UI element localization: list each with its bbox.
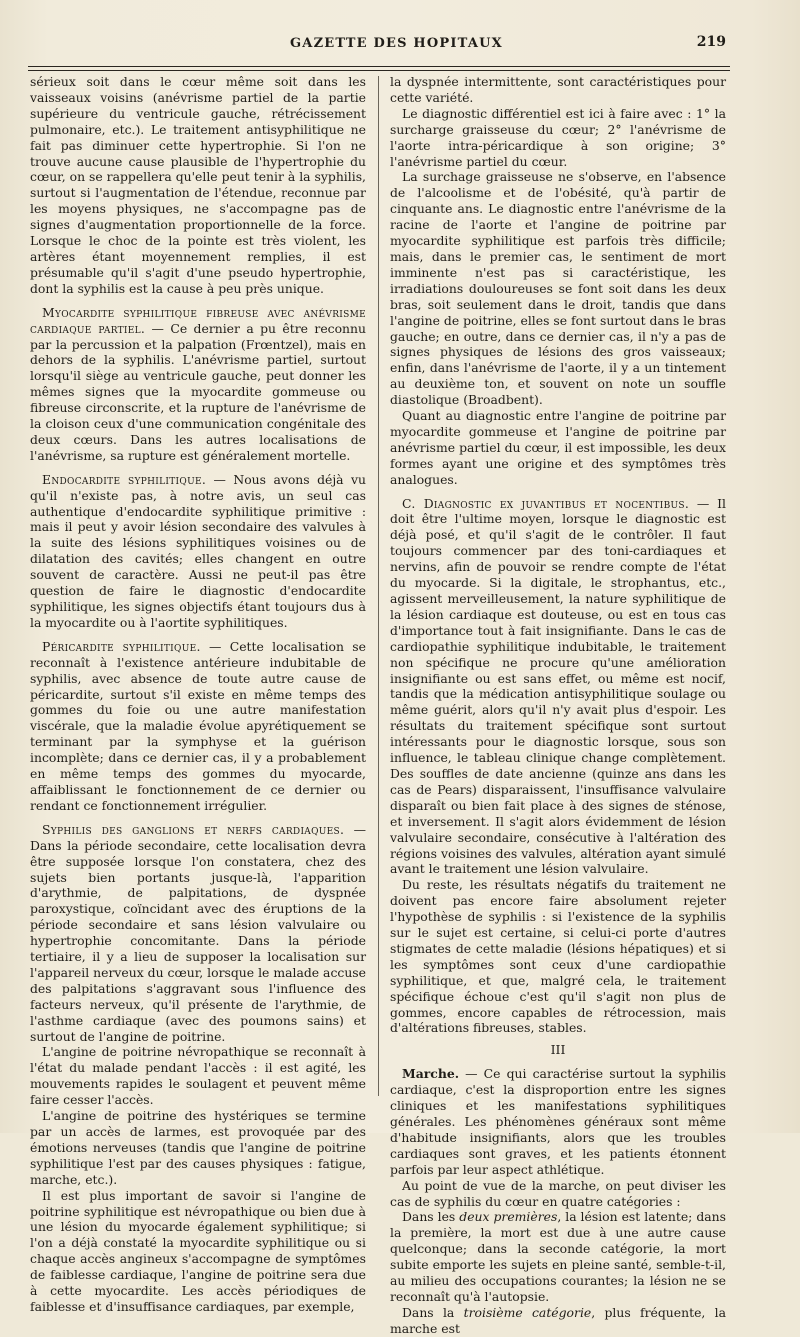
paragraph: Au point de vue de la marche, on peut diviser les cas de syphilis du cœur en quatre catégories : [390, 1177, 726, 1209]
paragraph-text: , la lésion est latente; dans la première, la mort est due à une autre cause quelconque; dans la seconde catégorie, la mort subite emporte les sujets en pleine santé, semble-t-il, au milieu des occupations courantes; la lésion ne se reconnaît qu'à l'autopsie. [390, 1209, 726, 1304]
emphasis: troisième catégorie [463, 1304, 592, 1320]
section-heading: Marche. [402, 1066, 460, 1082]
paragraph [30, 639, 366, 814]
left-column [30, 74, 366, 1315]
paragraph-text: — Nous avons déjà vu qu'il n'existe pas, à notre avis, un seul cas authentique d'endocardite syphilitique primitive : mais il peut y avoir lésion secondaire des valvules à la suite des lésions syphilitiques voisines ou de dilatation des cavités; elles changent en outre souvent de caractère. Aussi ne peut-il pas être question de faire le diagnostic d'endocardite syphilitique, les signes objectifs étant toujours dus à la myocardite ou à l'aortite syphilitiques. [30, 471, 366, 630]
paragraph [390, 1305, 726, 1337]
section-number: III [550, 1042, 566, 1058]
paragraph [390, 1209, 726, 1304]
paragraph [30, 472, 366, 631]
journal-title: GAZETTE DES HOPITAUX [290, 36, 503, 51]
paragraph: Du reste, les résultats négatifs du traitement ne doivent pas encore faire absolument rejeter l'hypothèse de syphilis : si l'existence de la syphilis sur le sujet est certaine, si celui-ci porte d'autres stigmates de cette maladie (lésions hépatiques) et si les symptômes sont ceux d'une cardiopathie syphilitique, et que, malgré cela, le traitement spécifique échoue c'est qu'il s'agit non plus de gommes, encore capables de rétrocession, mais d'altérations fibreuses, stables. [390, 877, 726, 1036]
paragraph: L'angine de poitrine des hystériques se termine par un accès de larmes, est provoquée par des émotions nerveuses (tandis que l'angine de poitrine syphilitique l'est par des causes physiques : fatigue, marche, etc.). [30, 1108, 366, 1187]
section-heading: C. Diagnostic ex juvantibus et nocentibus. [402, 495, 690, 511]
paragraph-text: — Dans la période secondaire, cette localisation devra être supposée lorsque l'on constatera, chez des sujets bien portants jusque-là, l'apparition d'arythmie, de palpitations, de dyspnée paroxystique, coïncidant avec des éruptions de la période secondaire et sans lésion valvulaire ou hypertrophie concomitante. Dans la période tertiaire, il y a lieu de supposer la localisation sur l'appareil nerveux du cœur, lorsque le malade accuse des palpitations s'aggravant sous l'influence des facteurs nerveux, qu'il présente de l'arythmie, de l'asthme cardiaque (avec des poumons sains) et surtout de l'angine de poitrine. [30, 821, 366, 1044]
paragraph: sérieux soit dans le cœur même soit dans les vaisseaux voisins (anévrisme partiel de la partie supérieure du ventricule gauche, rétrécissement pulmonaire, etc.). Le traitement antisyphilitique ne fait pas diminuer cette hypertrophie. Si l'on ne trouve aucune cause plausible de l'hypertrophie du cœur, on se rappellera qu'elle peut tenir à la syphilis, surtout si l'augmentation de l'étendue, reconnue par les moyens physiques, ne s'accompagne pas de signes d'augmentation proportionnelle de la force. Lorsque le choc de la pointe est très violent, les artères étant moyennement remplies, il est présumable qu'il s'agit d'une pseudo hypertrophie, dont la syphilis est la cause à peu près unique. [30, 74, 366, 296]
paragraph-text: Dans la [402, 1304, 464, 1320]
paragraph-text: Dans les [402, 1209, 460, 1225]
paragraph: la dyspnée intermittente, sont caractéristiques pour cette variété. [390, 74, 726, 105]
paragraph-text: — Ce qui caractérise surtout la syphilis cardiaque, c'est la disproportion entre les signes cliniques et les manifestations syphilitiques générales. Les phénomènes généraux sont même d'habitude insignifiants, alors que les troubles cardiaques sont graves, et les patients étonnent parfois par leur aspect athlétique. [390, 1066, 726, 1177]
paragraph: La surchage graisseuse ne s'observe, en l'absence de l'alcoolisme et de l'obésité, qu'à partir de cinquante ans. Le diagnostic entre l'anévrisme de la racine de l'aorte et l'angine de poitrine par myocardite syphilitique est parfois très difficile; mais, dans le premier cas, le sentiment de mort imminente n'est pas si caractéristique, les irradiations douloureuses se font soit dans les deux bras, soit seulement dans le droit, tandis que dans l'angine de poitrine, elles se font surtout dans le bras gauche; en outre, dans ce dernier cas, il n'y a pas de signes physiques de lésions des gros vaisseaux; enfin, dans l'anévrisme de l'aorte, il y a un tintement au deuxième ton, et souvent on note un souffle diastolique (Broadbent). [390, 169, 726, 408]
paragraph [30, 305, 366, 464]
paragraph-text: — Il doit être l'ultime moyen, lorsque le diagnostic est déjà posé, et qu'il s'agit de le contrôler. Il faut toujours commencer par des toni-cardiaques et nervins, afin de pouvoir se rendre compte de l'état du myocarde. Si la digitale, le strophantus, etc., agissent merveilleusement, la nature syphilitique de la lésion cardiaque est douteuse, ou est en tous cas d'importance tout à fait insignifiante. Dans le cas de cardiopathie syphilitique indubitable, le traitement non spécifique ne procure qu'une amélioration insignifiante ou est sans effet, ou même est nocif, tandis que la médication antisyphilitique soulage ou même guérit, alors qu'il n'y avait plus d'espoir. Les résultats du traitement spécifique sont surtout intéressants pour le diagnostic lorsque, sous son influence, le tableau clinique change complètement. Des souffles de date ancienne (quinze ans dans les cas de Pears) disparaissent, l'insuffisance valvulaire disparaît ou bien fait place à des signes de sténose, et inversement. Il s'agit alors évidemment de lésion valvulaire secondaire, consécutive à l'altération des régions voisines des valvules, altération ayant simulé avant le traitement une lésion valvulaire. [390, 495, 726, 877]
section-heading: Endocardite syphilitique. [42, 471, 207, 487]
right-column [390, 74, 726, 1337]
paragraph [390, 1066, 726, 1177]
paragraph: Le diagnostic différentiel est ici à faire avec : 1° la surcharge graisseuse du cœur; 2° l'anévrisme de l'aorte intra-péricardique à son origine; 3° l'anévrisme partiel du cœur. [390, 105, 726, 169]
paragraph-text: — Cette localisation se reconnaît à l'existence antérieure indubitable de syphilis, avec absence de toute autre cause de péricardite, surtout s'il existe en même temps des gommes du foie ou une autre manifestation viscérale, que la maladie évolue apyrétiquement se terminant par la symphyse et la guérison incomplète; dans ce dernier cas, il y a probablement en même temps des gommes du myocarde, affaiblissant le fonctionnement de ce dernier ou rendant ce fonctionnement irrégulier. [30, 638, 366, 813]
running-head [0, 36, 800, 58]
section-heading: Péricardite syphilitique. [42, 638, 201, 654]
paragraph: L'angine de poitrine névropathique se reconnaît à l'état du malade pendant l'accès : il est agité, les mouvements rapides le soulagent et peuvent même faire cesser l'accès. [30, 1044, 366, 1108]
paragraph-text: , plus fréquente, la marche est [390, 1304, 727, 1336]
header-rule-thin [28, 70, 730, 71]
page-number: 219 [696, 34, 726, 50]
paragraph-text: — Ce dernier a pu être reconnu par la percussion et la palpation (Frœntzel), mais en dehors de la syphilis. L'anévrisme partiel, surtout lorsqu'il siège au ventricule gauche, peut donner les mêmes signes que la myocardite gommeuse ou fibreuse circonscrite, et la rupture de l'anévrisme de la cloison ceux d'une communication congénitale des deux cœurs. Dans les autres localisations de l'anévrisme, sa rupture est généralement mortelle. [30, 320, 366, 463]
section-heading: Myocardite syphilitique fibreuse avec anévrisme cardiaque partiel. [30, 304, 366, 336]
column-divider [378, 76, 379, 1096]
emphasis: deux premières [459, 1209, 558, 1225]
paragraph: Quant au diagnostic entre l'angine de poitrine par myocardite gommeuse et l'angine de poitrine par anévrisme partiel du cœur, il est impossible, les deux formes ayant une origine et des symptômes très analogues. [390, 408, 726, 487]
header-rule [28, 66, 730, 67]
paragraph: Il est plus important de savoir si l'angine de poitrine syphilitique est névropathique ou bien due à une lésion du myocarde également syphilitique; si l'on a déjà constaté la myocardite syphilitique ou si chaque accès angineux s'accompagne de symptômes de faiblesse cardiaque, l'angine de poitrine sera due à cette myocardite. Les accès périodiques de faiblesse et d'insuffisance cardiaques, par exemple, [30, 1187, 366, 1314]
paragraph [390, 496, 726, 878]
section-heading: Syphilis des ganglions et nerfs cardiaques. [42, 821, 345, 837]
paragraph [30, 822, 366, 1045]
